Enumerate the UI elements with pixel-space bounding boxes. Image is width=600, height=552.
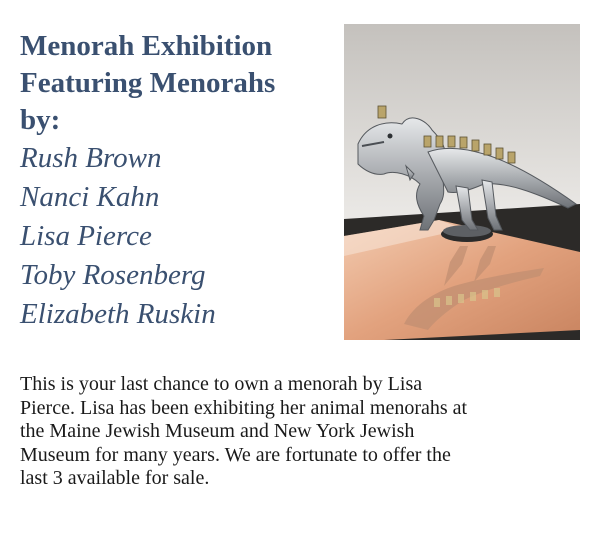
description-line: the Maine Jewish Museum and New York Jewish xyxy=(20,420,415,442)
description-line: This is your last chance to own a menorah by Lisa xyxy=(20,373,423,395)
artist-name: Rush Brown xyxy=(20,142,162,174)
artist-name: Toby Rosenberg xyxy=(20,259,206,291)
artist-name: Lisa Pierce xyxy=(20,220,152,252)
exhibition-title xyxy=(20,28,330,139)
artist-list xyxy=(20,139,330,334)
title-line: Featuring Menorahs xyxy=(20,67,276,99)
exhibition-description xyxy=(20,373,580,491)
exhibition-heading xyxy=(20,28,330,334)
artist-name: Nanci Kahn xyxy=(20,181,160,213)
menorah-photo xyxy=(344,24,580,340)
artist-name: Elizabeth Ruskin xyxy=(20,298,216,330)
title-line: Menorah Exhibition xyxy=(20,30,273,62)
title-line: by: xyxy=(20,104,61,136)
description-line: Museum for many years. We are fortunate to offer the xyxy=(20,443,451,466)
description-line: last 3 available for sale. xyxy=(20,467,210,489)
description-line: Pierce. Lisa has been exhibiting her animal menorahs at xyxy=(20,396,468,419)
